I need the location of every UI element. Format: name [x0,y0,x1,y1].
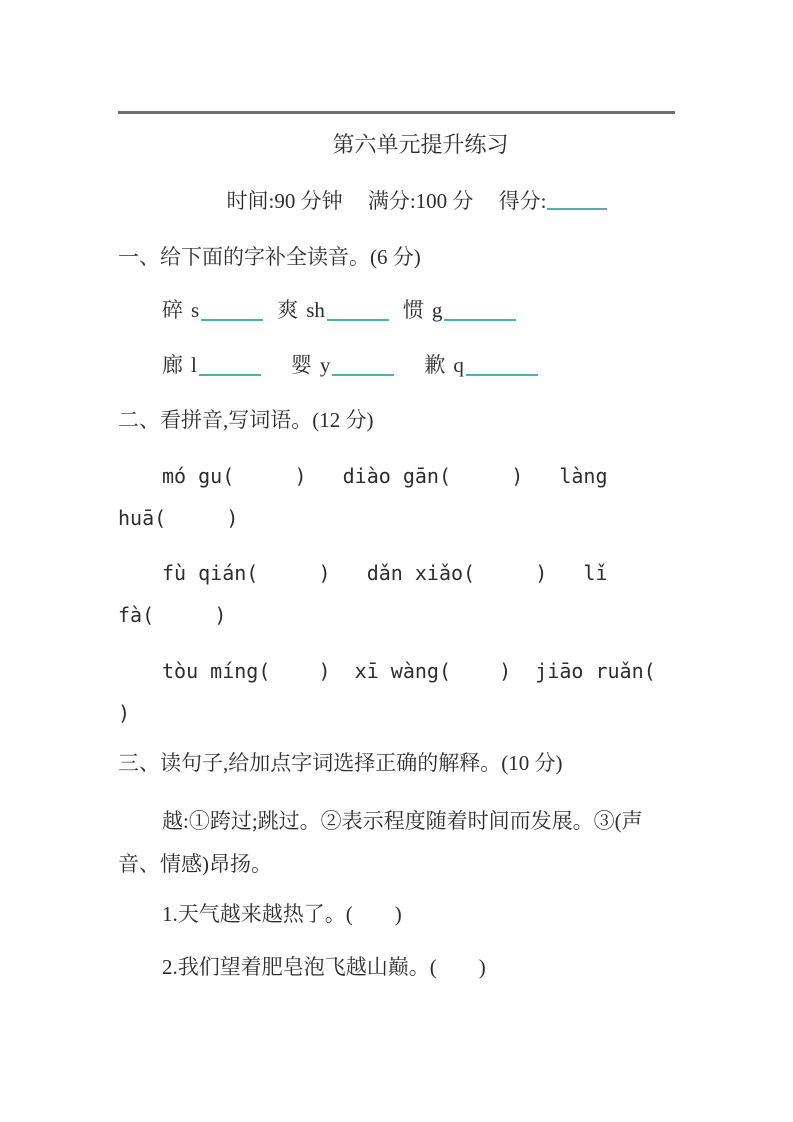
pinyin-fill-item [424,350,538,380]
pinyin-initial: g [431,298,443,322]
answer-blank-line [332,372,394,376]
pinyin-initial: s [191,298,200,322]
section-1-row-2 [162,350,675,380]
pinyin-word-group-2 [118,552,675,636]
answer-blank-line [466,372,538,376]
meta-line [118,186,675,216]
time-label: 时间:90 分钟 [226,189,343,213]
hanzi: 爽 [277,298,299,322]
pinyin-fill-item [162,350,261,380]
pinyin-word-group-1 [118,455,675,539]
pinyin-line: mó gu( ) diào gān( ) làng [162,464,608,488]
score-blank-line [547,206,607,210]
explanation-line: 音、情感)昂扬。 [118,852,272,876]
section-1-heading: 一、给下面的字补全读音。(6 分) [118,245,421,269]
answer-blank-line [444,317,516,321]
pinyin-fill-item [162,295,263,325]
word-explanation [118,800,675,886]
question-item-1: 1.天气越来越热了。( ) [162,902,402,926]
pinyin-line: tòu míng( ) xī wàng( ) jiāo ruǎn( [162,659,656,683]
section-2-heading: 二、看拼音,写词语。(12 分) [118,408,374,432]
answer-blank-line [201,317,263,321]
pinyin-initial: y [319,353,331,377]
answer-blank-line [199,372,261,376]
hanzi: 婴 [290,353,312,377]
explanation-line: 越:①跨过;跳过。②表示程度随着时间而发展。③(声 [162,809,643,833]
section-1-row-1 [162,295,675,325]
full-score-label: 满分:100 分 [367,189,474,213]
page-title: 第六单元提升练习 [332,132,509,157]
hanzi: 碎 [162,298,183,322]
pinyin-initial: sh [306,298,325,322]
hanzi: 廊 [162,353,183,377]
answer-blank-line [327,317,389,321]
pinyin-line: huā( ) [118,506,239,530]
hanzi: 惯 [402,298,424,322]
section-3-heading: 三、读句子,给加点字词选择正确的解释。(10 分) [118,751,563,775]
pinyin-initial: l [191,353,197,377]
score-label: 得分: [498,189,547,213]
pinyin-line: ) [118,701,131,725]
pinyin-word-group-3 [118,650,675,734]
pinyin-line: fà( ) [118,603,227,627]
pinyin-line: fù qián( ) dǎn xiǎo( ) lǐ [162,561,608,585]
top-rule [118,111,675,114]
question-item-2: 2.我们望着肥皂泡飞越山巅。( ) [162,955,486,979]
pinyin-fill-item [403,295,517,325]
pinyin-initial: q [453,353,464,377]
pinyin-fill-item [291,350,395,380]
pinyin-fill-item [277,295,389,325]
hanzi: 歉 [424,353,446,377]
